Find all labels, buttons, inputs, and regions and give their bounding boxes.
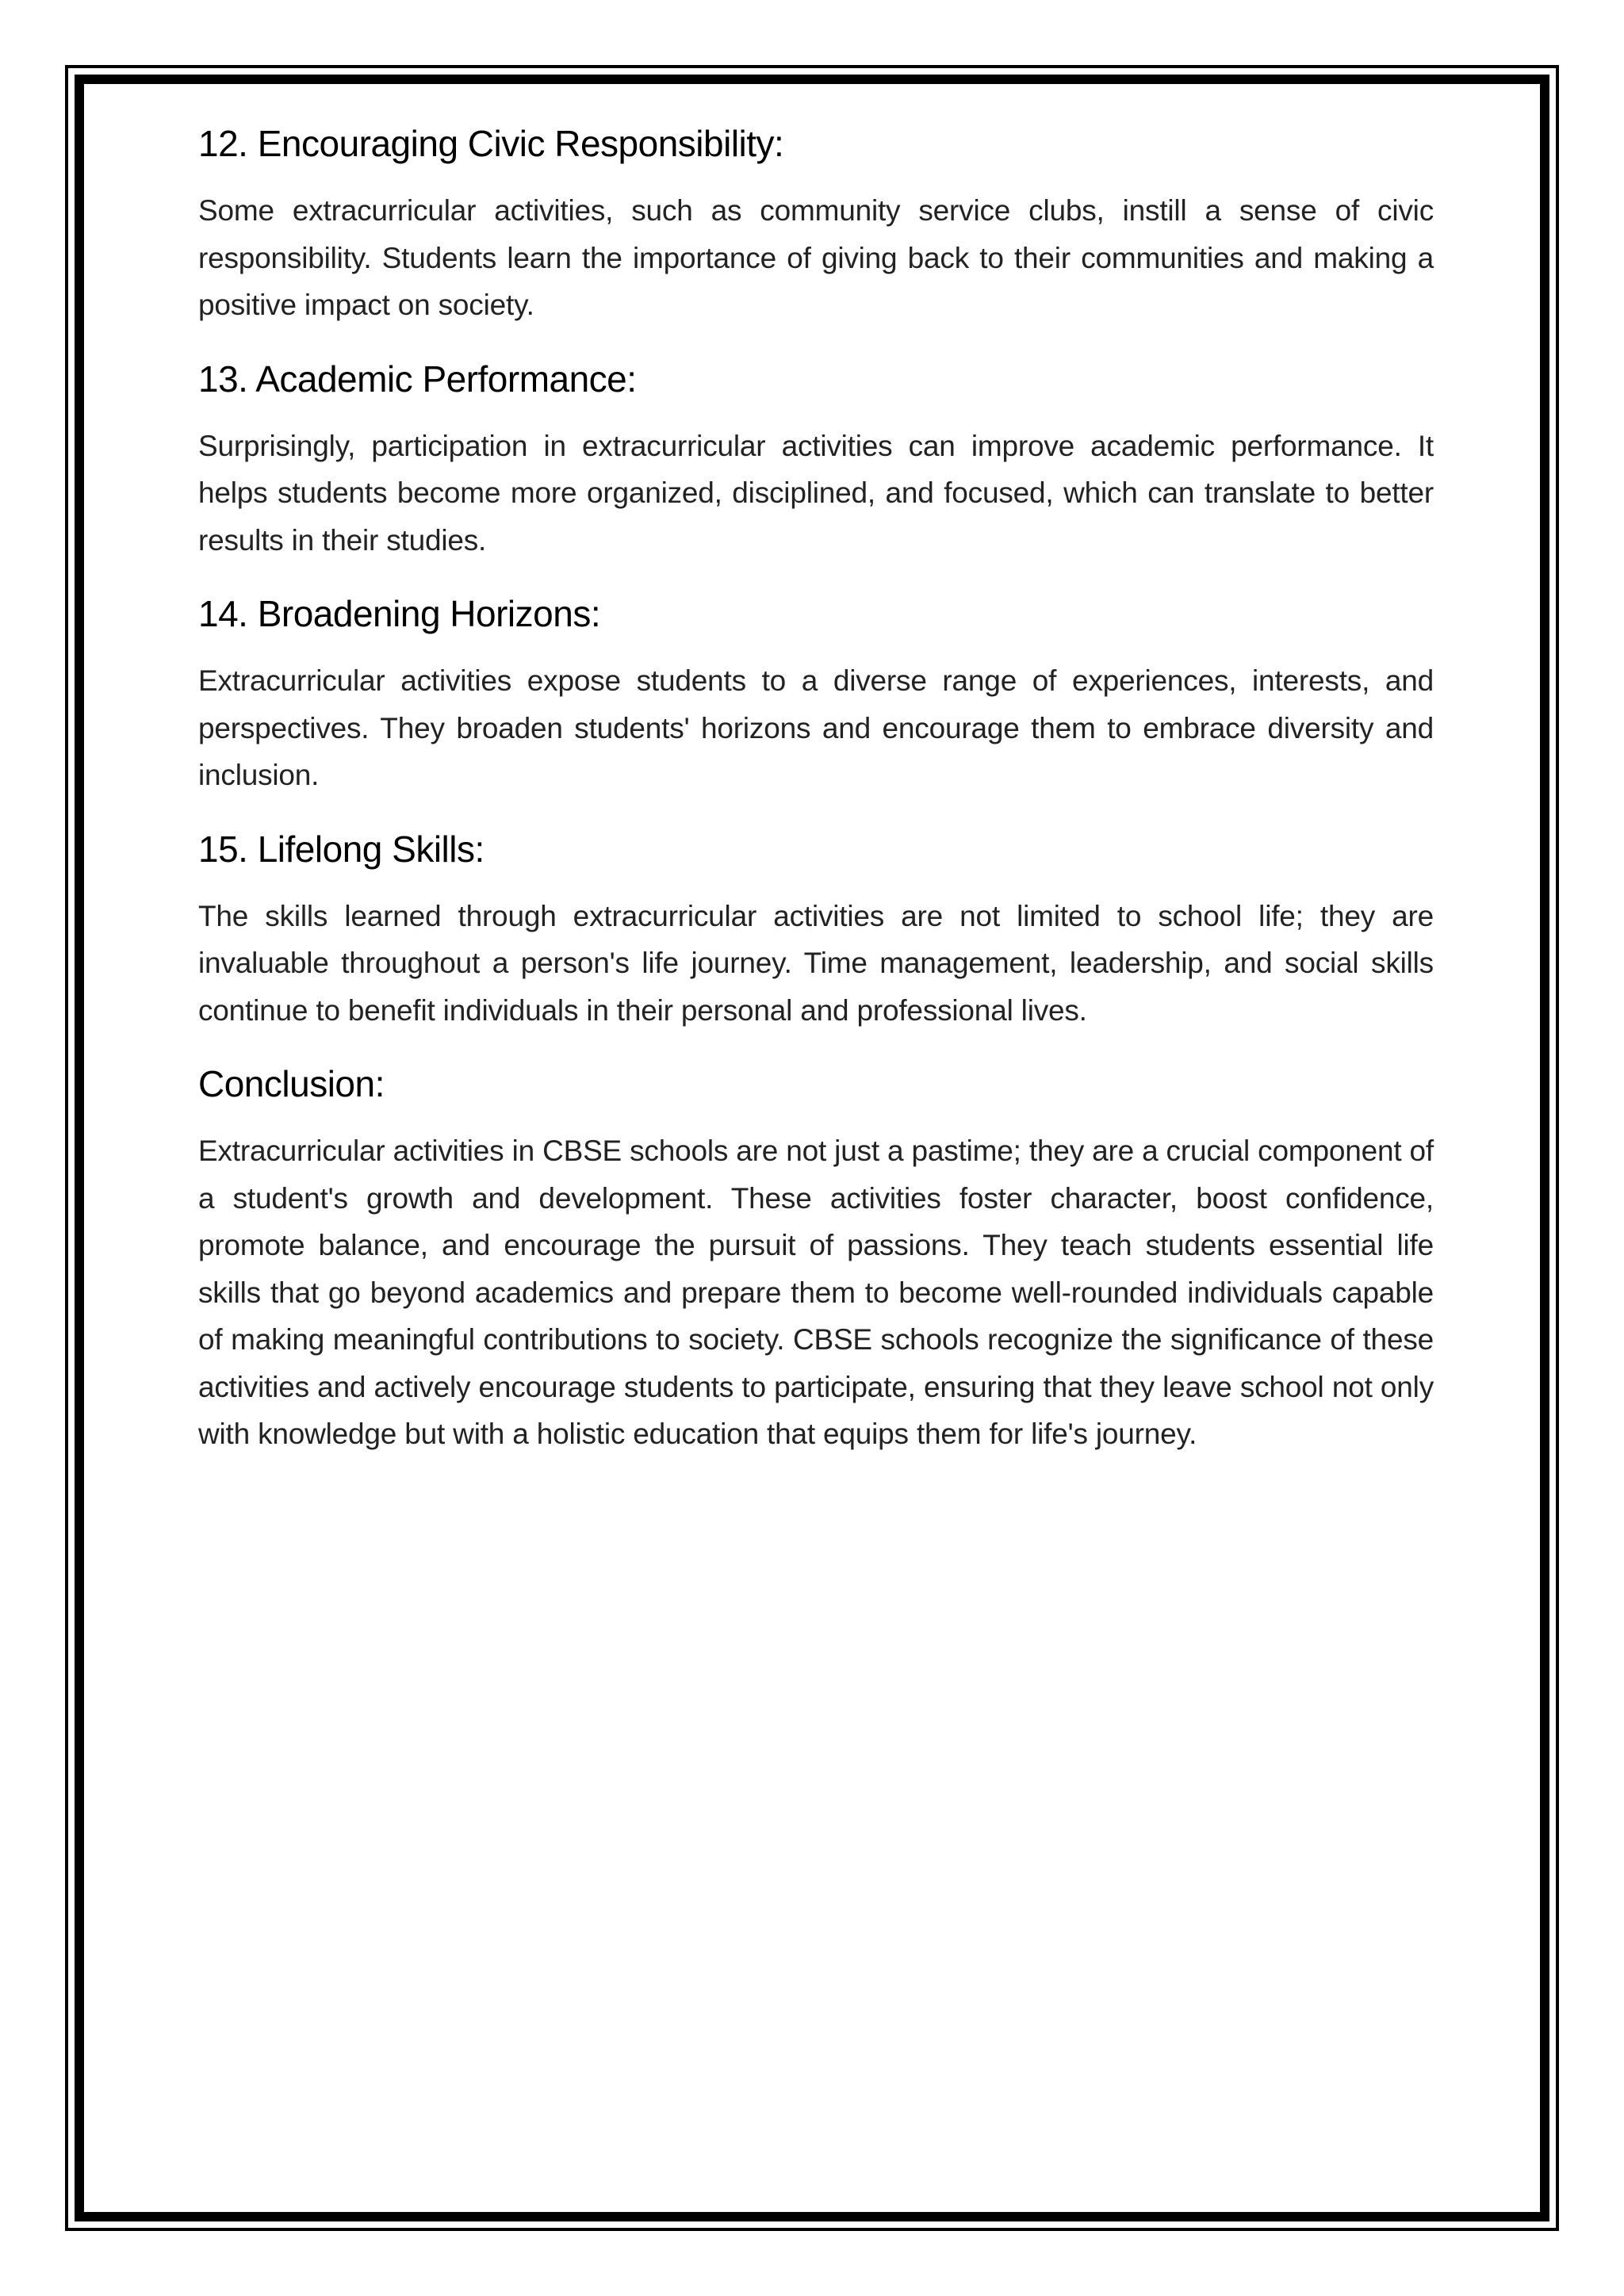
section-heading: 15. Lifelong Skills:: [198, 828, 485, 870]
section-heading: 13. Academic Performance:: [198, 358, 637, 400]
section-academic-performance: [198, 354, 1434, 564]
section-lifelong-skills: [198, 825, 1434, 1035]
section-heading: 12. Encouraging Civic Responsibility:: [198, 123, 784, 164]
section-paragraph: Extracurricular activities expose students to a diverse range of experiences, interests, and perspectives. They broaden students' horizons and encourage them to embrace diversity and inclusion.: [198, 664, 1434, 791]
section-paragraph: Extracurricular activities in CBSE schools are not just a pastime; they are a crucial component of a student's growth and development. These activities foster character, boost confidence, promote balance, and encourage the pursuit of passions. They teach students essential life skills that go beyond academics and prepare them to become well-rounded individuals capable of making meaningful contributions to society. CBSE schools recognize the significance of these activities and actively encourage students to participate, ensuring that they leave school not only with knowledge but with a holistic education that equips them for life's journey.: [198, 1135, 1434, 1450]
section-heading: Conclusion:: [198, 1063, 385, 1104]
section-civic-responsibility: [198, 119, 1434, 329]
section-paragraph: Surprisingly, participation in extracurricular activities can improve academic performance. It helps students become more organized, disciplined, and focused, which can translate to better results in their studies.: [198, 429, 1434, 557]
section-broadening-horizons: [198, 589, 1434, 799]
section-heading: 14. Broadening Horizons:: [198, 593, 601, 634]
section-conclusion: [198, 1059, 1434, 1458]
document-content: [198, 119, 1434, 1483]
section-paragraph: Some extracurricular activities, such as community service clubs, instill a sense of civic responsibility. Students learn the importance of giving back to their communities and making a positive impact on society.: [198, 194, 1434, 321]
section-paragraph: The skills learned through extracurricular activities are not limited to school life; they are invaluable throughout a person's life journey. Time management, leadership, and social skills continue to benefit individuals in their personal and professional lives.: [198, 899, 1434, 1027]
